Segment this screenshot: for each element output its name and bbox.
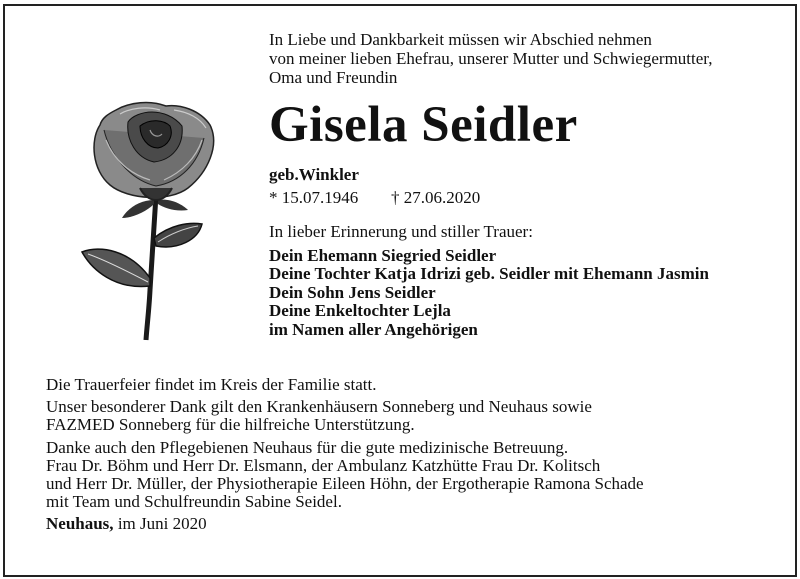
intro-line: Oma und Freundin (269, 68, 398, 87)
thanks-paragraph-2 (46, 439, 786, 512)
thanks-line: FAZMED Sonneberg für die hilfreiche Unterstützung. (46, 415, 415, 435)
date-line: im Juni 2020 (117, 514, 207, 534)
rose-icon (70, 100, 230, 345)
memory-line: In lieber Erinnerung und stiller Trauer: (269, 222, 533, 241)
thanks-line: und Herr Dr. Müller, der Physiotherapie Eileen Höhn, der Ergotherapie Ramona Schade (46, 474, 644, 494)
bottom-text-block (46, 376, 786, 538)
thanks-line: Danke auch den Pflegebienen Neuhaus für die gute medizinische Betreuung. (46, 437, 569, 457)
mourner-item: Dein Sohn Jens Seidler (269, 282, 436, 302)
mourner-item: Deine Tochter Katja Idrizi geb. Seidler mit Ehemann Jasmin (269, 264, 709, 284)
death-date: † 27.06.2020 (391, 188, 481, 207)
place-date (46, 515, 786, 533)
maiden-name: geb.Winkler (269, 165, 359, 184)
intro-text (269, 30, 789, 87)
thanks-line: Frau Dr. Böhm und Herr Dr. Elsmann, der Ambulanz Katzhütte Frau Dr. Kolitsch (46, 455, 601, 475)
funeral-note: Die Trauerfeier findet im Kreis der Familie statt. (46, 375, 377, 394)
mourner-item: Dein Ehemann Siegried Seidler (269, 246, 497, 265)
deceased-name: Gisela Seidler (269, 97, 578, 153)
intro-line: von meiner lieben Ehefrau, unserer Mutter und Schwiegermutter, (269, 49, 713, 68)
thanks-line: Unser besonderer Dank gilt den Krankenhäusern Sonneberg und Neuhaus sowie (46, 397, 592, 417)
thanks-paragraph-1 (46, 398, 786, 434)
mourner-item: im Namen aller Angehörigen (269, 319, 478, 339)
mourner-item: Deine Enkeltochter Lejla (269, 301, 451, 321)
place-name: Neuhaus, (46, 514, 114, 534)
birth-date: * 15.07.1946 (269, 188, 359, 207)
main-text-block (269, 30, 789, 339)
life-dates (269, 188, 789, 208)
thanks-line: mit Team und Schulfreundin Sabine Seidel. (46, 492, 342, 512)
mourners-list (269, 247, 789, 339)
intro-line: In Liebe und Dankbarkeit müssen wir Abschied nehmen (269, 30, 652, 49)
